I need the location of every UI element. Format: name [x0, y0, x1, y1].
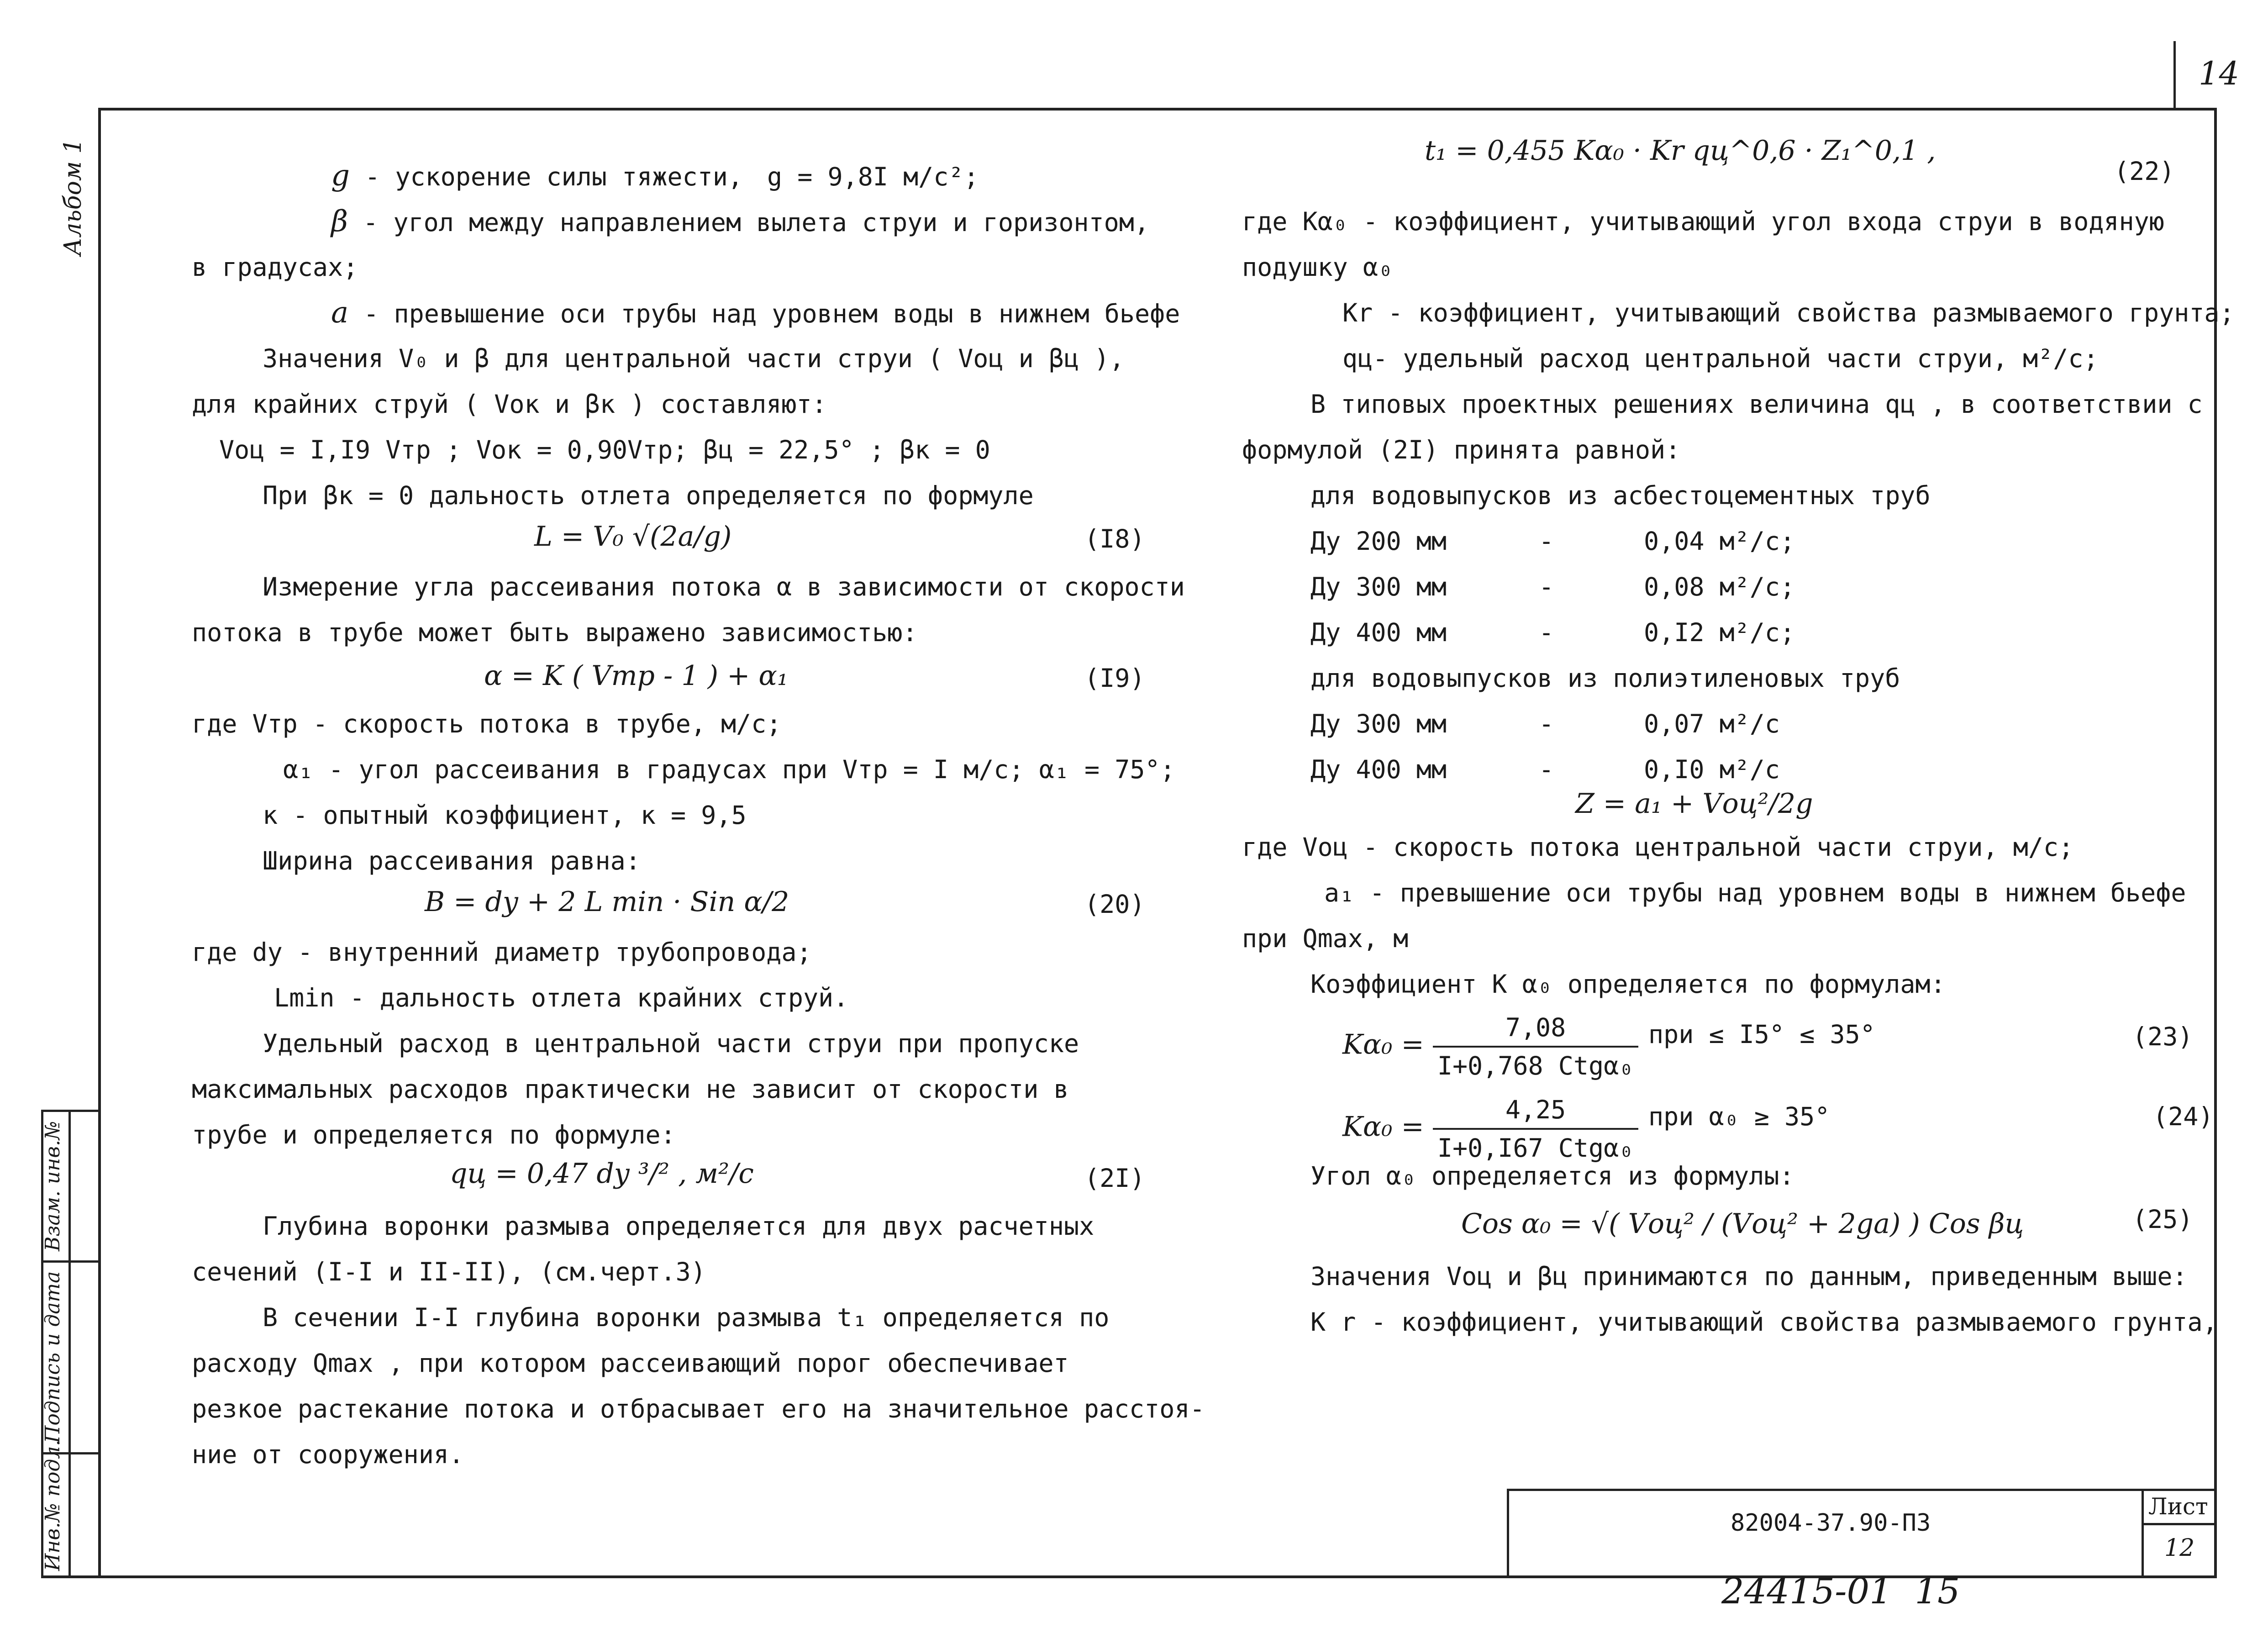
- formula-22-number: (22): [2114, 157, 2175, 186]
- formula-24: Kα₀ = $\frac{4,25}{\text{I+0,I67 Ctgα₀}}$: [1342, 1091, 1638, 1166]
- right-line-14: Значения Vоц и βц принимаются по данным, приведенным выше:: [1310, 1262, 2188, 1291]
- left-line-17: Удельный расход в центральной части струи при пропуске: [263, 1029, 1079, 1058]
- left-line-2: β - угол между направлением вылета струи и горизонтом,: [331, 205, 1149, 238]
- formula-23-number: (23): [2132, 1022, 2193, 1051]
- margin-stamp-divider: [68, 1110, 71, 1578]
- left-line-20: Глубина воронки размыва определяется для двух расчетных: [263, 1212, 1095, 1241]
- formula-23: Kα₀ = $\frac{7,08}{\text{I+0,768 Ctgα₀}}$: [1342, 1009, 1638, 1084]
- list-item: Ду 300 мм - 0,07 м²/с: [1310, 709, 1780, 738]
- left-line-14: Ширина рассеивания равна:: [263, 846, 641, 875]
- right-line-8: для водовыпусков из полиэтиленовых труб: [1310, 664, 1900, 693]
- left-line-3: в градусах;: [192, 253, 358, 282]
- right-line-1: где Kα₀ - коэффициент, учитывающий угол входа струи в водяную: [1242, 207, 2164, 236]
- formula-24-condition: при α₀ ≥ 35°: [1648, 1102, 1830, 1131]
- formula-18: L = V₀ √(2a/g): [534, 521, 732, 553]
- doc-code: 82004-37.90-ПЗ: [1731, 1509, 1931, 1537]
- page-number-box-line: [2173, 41, 2176, 110]
- right-line-10: a₁ - превышение оси трубы над уровнем воды в нижнем бьефе: [1324, 878, 2186, 907]
- title-block-divider: [2142, 1489, 2144, 1578]
- left-line-16: Lmin - дальность отлета крайних струй.: [274, 983, 849, 1012]
- left-line-21: сечений (I-I и II-II), (см.черт.3): [192, 1257, 706, 1286]
- stamp-replacement-inv: Взам. инв.№: [41, 1121, 64, 1251]
- left-line-6: для крайних струй ( Vок и βк ) составляют:: [192, 390, 827, 419]
- bottom-stamp: 24415-01 15: [1721, 1571, 1960, 1612]
- list-item: Ду 300 мм - 0,08 м²/с;: [1310, 572, 1795, 601]
- right-line-9: где Vоц - скорость потока центральной части струи, м/с;: [1242, 832, 2074, 862]
- left-line-9: Измерение угла рассеивания потока α в зависимости от скорости: [263, 572, 1185, 601]
- left-line-5: Значения V₀ и β для центральной части струи ( Vоц и βц ),: [263, 344, 1125, 373]
- stamp-signature-date: Подпись и дата: [41, 1271, 64, 1443]
- margin-stamp-sep-1: [41, 1260, 101, 1263]
- formula-22: t₁ = 0,455 Kα₀ · Kr qц^0,6 · Z₁^0,1 ,: [1425, 135, 1936, 167]
- frame-top: [98, 108, 2217, 111]
- left-line-22: В сечении I-I глубина воронки размыва t₁ определяется по: [263, 1303, 1110, 1332]
- left-line-10: потока в трубе может быть выражено зависимостью:: [192, 618, 918, 647]
- formula-19: α = K ( Vтр - 1 ) + α₁: [484, 660, 789, 692]
- formula-23-condition: при ≤ I5° ≤ 35°: [1648, 1020, 1875, 1049]
- formula-20: B = dy + 2 L min · Sin α/2: [425, 886, 789, 918]
- left-line-7: Vоц = I,I9 Vтр ; Vок = 0,90Vтр; βц = 22,5° ; βк = 0: [219, 435, 990, 464]
- left-line-12: α₁ - угол рассеивания в градусах при Vтр = I м/с; α₁ = 75°;: [283, 755, 1175, 784]
- left-line-4: a - превышение оси трубы над уровнем воды в нижнем бьефе: [331, 296, 1180, 330]
- page-number-top: 14: [2199, 55, 2240, 92]
- formula-20-number: (20): [1084, 890, 1145, 919]
- right-line-2: подушку α₀: [1242, 253, 1394, 282]
- right-line-6: формулой (2I) принята равной:: [1242, 435, 1681, 464]
- sheet-number: 12: [2164, 1534, 2195, 1562]
- left-line-11: где Vтр - скорость потока в трубе, м/с;: [192, 709, 782, 738]
- left-line-1: g - ускорение силы тяжести, g = 9,8I м/с²;: [331, 159, 979, 193]
- list-item: Ду 400 мм - 0,I0 м²/с: [1310, 755, 1780, 784]
- left-line-25: ние от сооружения.: [192, 1440, 464, 1469]
- formula-24-number: (24): [2153, 1102, 2214, 1131]
- left-line-15: где dy - внутренний диаметр трубопровода;: [192, 938, 812, 967]
- right-line-3: Kr - коэффициент, учитывающий свойства размываемого грунта;: [1342, 298, 2235, 327]
- right-line-12: Коэффициент К α₀ определяется по формулам:: [1310, 969, 1946, 999]
- right-line-11: при Qmax, м: [1242, 924, 1409, 953]
- formula-21-number: (2I): [1084, 1164, 1145, 1193]
- formula-19-number: (I9): [1084, 664, 1145, 693]
- sheet-label: Лист: [2148, 1493, 2208, 1520]
- right-line-13: Угол α₀ определяется из формулы:: [1310, 1161, 1794, 1191]
- right-line-5: В типовых проектных решениях величина qц , в соответствии с: [1310, 390, 2203, 419]
- left-line-18: максимальных расходов практически не зависит от скорости в: [192, 1075, 1069, 1104]
- left-line-19: трубе и определяется по формуле:: [192, 1120, 676, 1149]
- formula-21: qц = 0,47 dy ³/² , м²/с: [450, 1158, 754, 1190]
- formula-z: Z = a₁ + Vоц²/2g: [1575, 788, 1813, 820]
- left-line-8: При βк = 0 дальность отлета определяется по формуле: [263, 481, 1034, 510]
- stamp-inv-original: Инв.№ подл.: [41, 1439, 64, 1571]
- left-line-24: резкое растекание потока и отбрасывает его на значительное расстоя-: [192, 1394, 1205, 1423]
- album-label: Альбом 1: [59, 138, 87, 256]
- left-line-23: расходу Qmax , при котором рассеивающий порог обеспечивает: [192, 1349, 1069, 1378]
- formula-25: Cos α₀ = √( Vоц² / (Vоц² + 2ga) ) Cos βц: [1461, 1208, 2024, 1240]
- right-line-7: для водовыпусков из асбестоцементных труб: [1310, 481, 1931, 510]
- left-line-13: к - опытный коэффициент, к = 9,5: [263, 801, 747, 830]
- right-line-15: К r - коэффициент, учитывающий свойства размываемого грунта,: [1310, 1307, 2218, 1337]
- list-item: Ду 400 мм - 0,I2 м²/с;: [1310, 618, 1795, 647]
- formula-25-number: (25): [2132, 1205, 2193, 1234]
- right-line-4: qц- удельный расход центральной части струи, м²/с;: [1342, 344, 2099, 373]
- title-block-sheet-sep: [2142, 1523, 2217, 1525]
- list-item: Ду 200 мм - 0,04 м²/с;: [1310, 527, 1795, 556]
- formula-18-number: (I8): [1084, 524, 1145, 553]
